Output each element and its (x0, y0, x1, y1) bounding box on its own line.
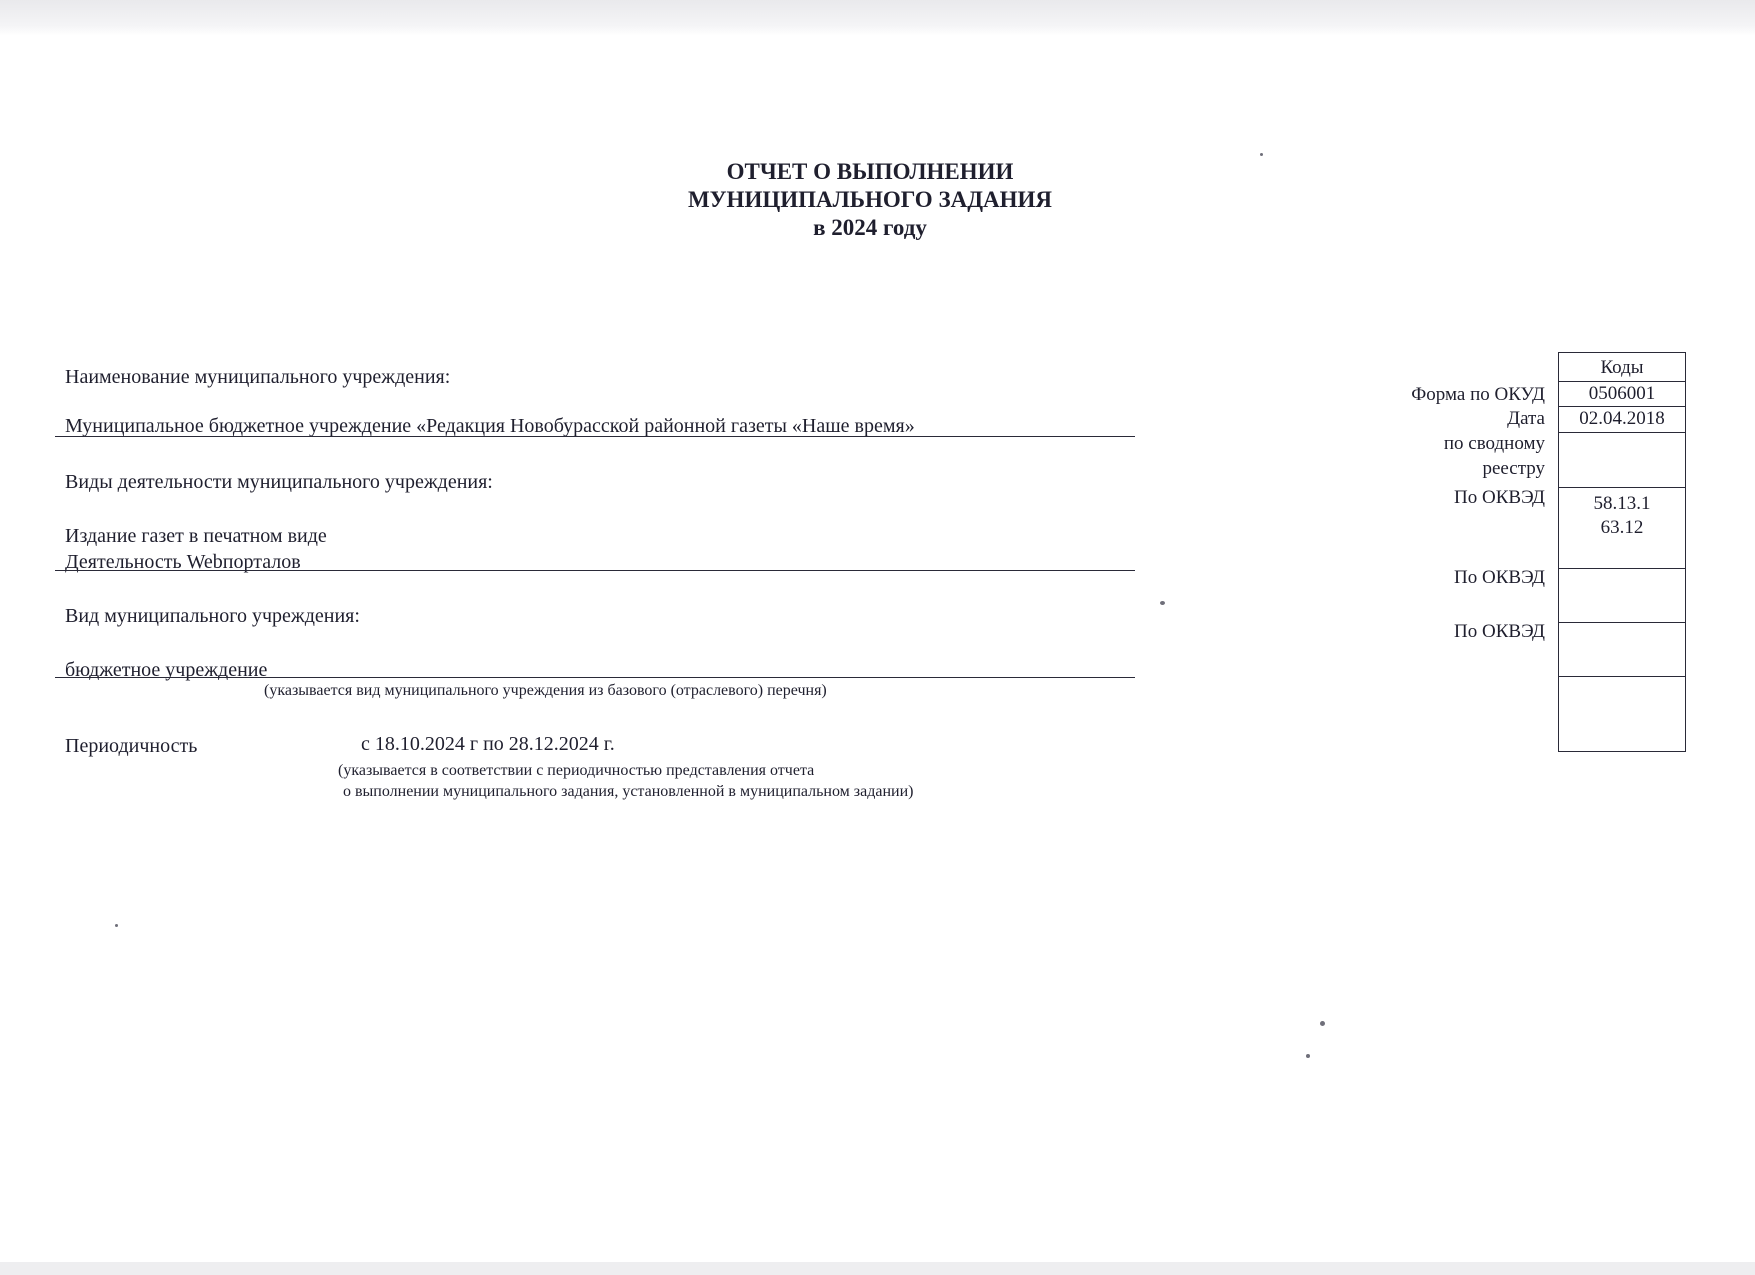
okved-value-1: 58.13.1 (1593, 493, 1651, 514)
report-title (570, 158, 1170, 242)
institution-type-label: Вид муниципального учреждения: (65, 605, 360, 627)
codes-header: Коды (1559, 353, 1685, 382)
institution-type-note: (указывается вид муниципального учреждения из базового (отраслевого) перечня) (264, 682, 827, 699)
title-line-3: в 2024 году (813, 215, 927, 240)
scan-speck (1320, 1021, 1325, 1026)
periodicity-value: с 18.10.2024 г по 28.12.2024 г. (361, 733, 615, 755)
registry-label-line-2: реестру (1482, 458, 1545, 479)
date-label: Дата (1507, 408, 1545, 429)
scan-speck (1260, 153, 1263, 156)
scan-speck (1160, 601, 1165, 605)
institution-name-label: Наименование муниципального учреждения: (65, 366, 451, 388)
extra-value (1559, 677, 1685, 751)
okved-value-2: 63.12 (1600, 517, 1644, 538)
okved2-value (1559, 569, 1685, 623)
rule-institution-name (55, 436, 1135, 437)
periodicity-note-line-2: о выполнении муниципального задания, установленной в муниципальном задании) (343, 783, 914, 800)
scan-speck (1306, 1054, 1310, 1058)
periodicity-note-line-1: (указывается в соответствии с периодичностью представления отчета (338, 762, 815, 779)
okved-values (1559, 488, 1685, 569)
okved2-label: По ОКВЭД (1454, 567, 1545, 588)
okved-label: По ОКВЭД (1454, 487, 1545, 508)
institution-type-value: бюджетное учреждение (65, 659, 268, 681)
okud-label: Форма по ОКУД (1411, 384, 1545, 405)
date-value: 02.04.2018 (1559, 407, 1685, 433)
rule-activities (55, 570, 1135, 571)
registry-value (1559, 433, 1685, 488)
title-line-1: ОТЧЕТ О ВЫПОЛНЕНИИ (726, 159, 1014, 184)
okved3-value (1559, 623, 1685, 677)
periodicity-label: Периодичность (65, 735, 198, 757)
okud-value: 0506001 (1559, 382, 1685, 407)
rule-institution-type (55, 677, 1135, 678)
activity-item-2: Деятельность Webпорталов (65, 551, 301, 573)
institution-name-value: Муниципальное бюджетное учреждение «Редакция Новобурасской районной газеты «Наше время» (65, 415, 915, 437)
okved3-label: По ОКВЭД (1454, 621, 1545, 642)
activity-item-1: Издание газет в печатном виде (65, 525, 327, 547)
scan-speck (115, 924, 118, 927)
title-line-2: МУНИЦИПАЛЬНОГО ЗАДАНИЯ (687, 187, 1053, 212)
registry-label-line-1: по сводному (1443, 433, 1545, 454)
codes-table (1558, 352, 1686, 752)
activities-label: Виды деятельности муниципального учреждения: (65, 471, 493, 493)
